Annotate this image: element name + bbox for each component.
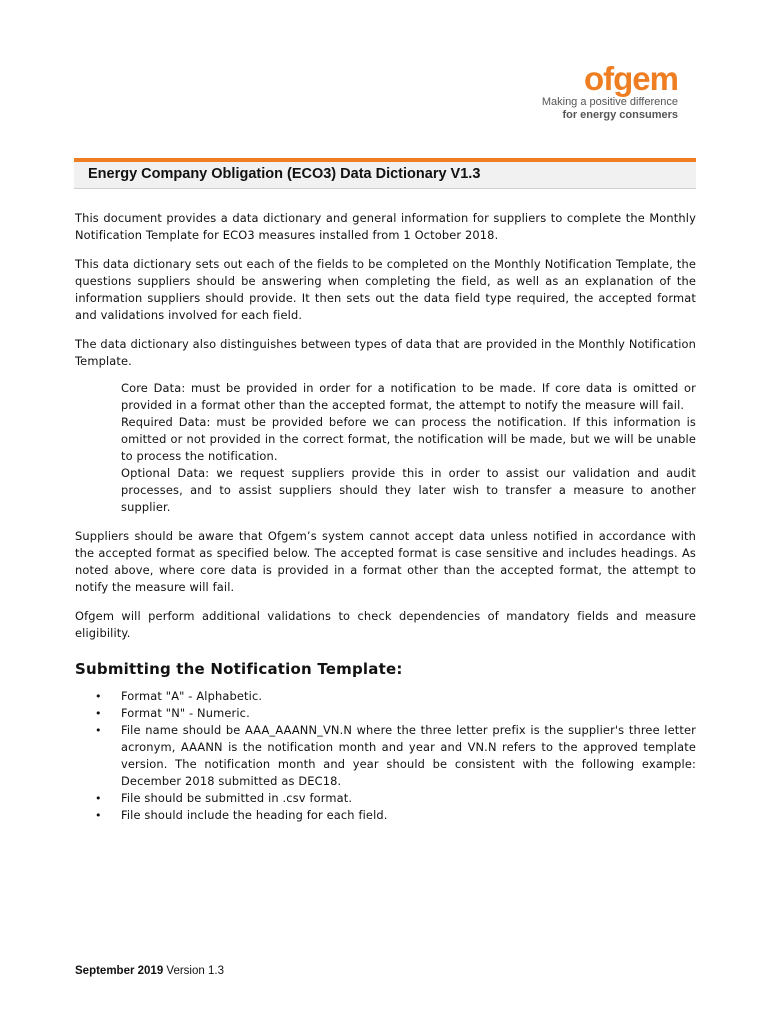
bullet-icon: • [95, 707, 102, 720]
footer-date: September 2019 [75, 965, 164, 977]
ofgem-logo [542, 62, 678, 122]
bullet-icon: • [95, 690, 102, 703]
required-data-description: Required Data: must be provided before we can process the notification. If this information is omitted or not provided in the correct format, the notification will be made, but we will be unable to process the notification. [121, 415, 696, 463]
list-item-text: File should include the heading for each field. [121, 808, 388, 822]
list-item-text: Format "N" - Numeric. [121, 706, 250, 720]
logo-tagline-line2: for energy consumers [562, 109, 678, 121]
list-item [75, 705, 696, 722]
list-item-text: File name should be AAA_AAANN_VN.N where the three letter prefix is the supplier's three letter acronym, AAANN is the notification month and year and VN.N refers to the approved template version. The notification month and year should be consistent with the following example: December 2018 submitted as DEC18. [121, 723, 696, 788]
list-item [75, 790, 696, 807]
format-warning-paragraph: Suppliers should be aware that Ofgem’s system cannot accept data unless notified in accordance with the accepted format as specified below. The accepted format is case sensitive and includes headings. As noted above, where core data is provided in a format other than the accepted format, the attempt to notify the measure will fail. [75, 529, 696, 594]
page-footer [75, 965, 224, 977]
list-item [75, 807, 696, 824]
bullet-icon: • [95, 809, 102, 822]
intro-paragraph: This document provides a data dictionary and general information for suppliers to complete the Monthly Notification Template for ECO3 measures installed from 1 October 2018. [75, 211, 696, 242]
document-body [75, 210, 696, 824]
section-heading: Submitting the Notification Template: [75, 660, 403, 678]
list-item-text: File should be submitted in .csv format. [121, 791, 353, 805]
data-types-list [121, 380, 696, 516]
bullet-icon: • [95, 792, 102, 805]
footer-version: Version 1.3 [166, 965, 224, 977]
list-item [75, 688, 696, 705]
bullet-icon: • [95, 724, 102, 737]
logo-tagline-line1: Making a positive difference [541, 96, 678, 108]
list-item-text: Format "A" - Alphabetic. [121, 689, 263, 703]
document-title: Energy Company Obligation (ECO3) Data Dictionary V1.3 [88, 166, 481, 182]
title-bar [74, 158, 696, 189]
optional-data-description: Optional Data: we request suppliers provide this in order to assist our validation and audit processes, and to assist suppliers should they later wish to transfer a measure to another supplier. [121, 466, 696, 514]
validation-paragraph: Ofgem will perform additional validations to check dependencies of mandatory fields and measure eligibility. [75, 609, 696, 640]
core-data-description: Core Data: must be provided in order for a notification to be made. If core data is omitted or provided in a format other than the accepted format, the attempt to notify the measure will fail. [121, 381, 696, 412]
submission-rules-list [75, 688, 696, 824]
list-item [75, 722, 696, 790]
scope-paragraph: This data dictionary sets out each of the fields to be completed on the Monthly Notification Template, the questions suppliers should be answering when completing the field, as well as an explanation of the information suppliers should provide. It then sets out the data field type required, the accepted format and validations involved for each field. [75, 257, 696, 322]
logo-wordmark: ofgem [584, 60, 678, 97]
data-types-intro-paragraph: The data dictionary also distinguishes between types of data that are provided in the Monthly Notification Template. [75, 337, 696, 368]
